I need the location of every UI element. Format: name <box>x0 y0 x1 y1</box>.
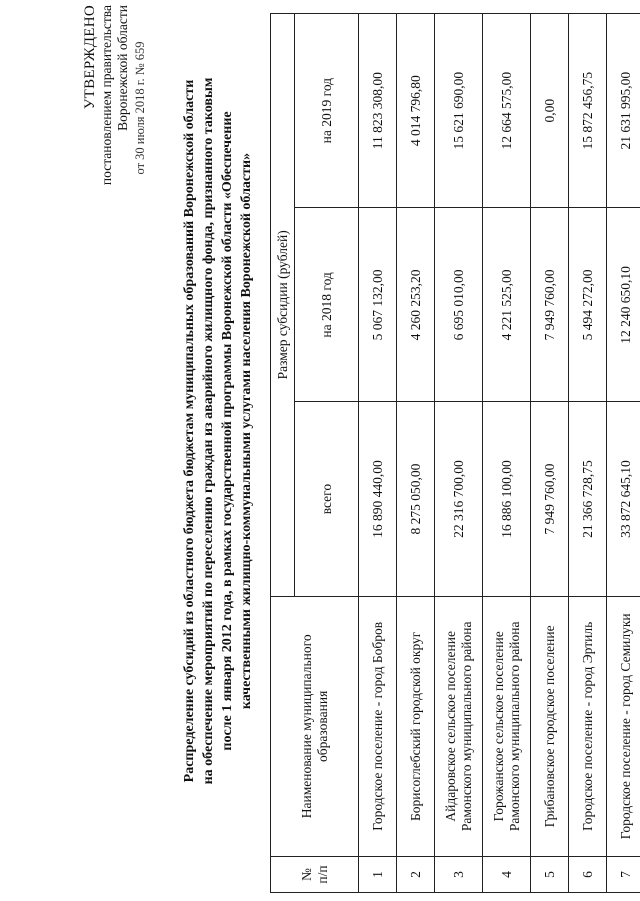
table-row <box>435 14 483 893</box>
cell-num: 4 <box>483 856 531 892</box>
cell-2019: 12 664 575,00 <box>483 14 531 208</box>
cell-2018: 6 695 010,00 <box>435 208 483 402</box>
cell-2018: 7 949 760,00 <box>531 208 569 402</box>
cell-total: 21 366 728,75 <box>569 402 607 596</box>
title-line-4: качественными жилищно-коммунальными услугами населения Воронежской области» <box>239 152 254 710</box>
cell-name: Городское поселение - город Семилуки <box>607 596 640 856</box>
cell-total: 16 886 100,00 <box>483 402 531 596</box>
cell-2018: 12 240 650,10 <box>607 208 640 402</box>
cell-2018: 5 494 272,00 <box>569 208 607 402</box>
title-line-2: на обеспечение мероприятий по переселению граждан из аварийного жилищного фонда, признанного таковым <box>201 77 216 785</box>
table-row <box>569 14 607 893</box>
approval-date: от 30 июля 2018 г. № 659 <box>132 41 147 175</box>
cell-name: Горожанское сельское поселение Рамонского муниципального района <box>483 596 531 856</box>
cell-name: Борисоглебский городской округ <box>397 596 435 856</box>
table-row <box>607 14 640 893</box>
approval-line-2: Воронежской области <box>115 5 130 131</box>
header-2019: на 2019 год <box>295 14 359 208</box>
cell-name: Айдаровское сельское поселение Рамонского муниципального района <box>435 596 483 856</box>
cell-2019: 0,00 <box>531 14 569 208</box>
header-name: Наименование муниципального образования <box>271 596 359 856</box>
header-group: Размер субсидии (рублей) <box>271 14 295 597</box>
cell-total: 22 316 700,00 <box>435 402 483 596</box>
cell-total: 7 949 760,00 <box>531 402 569 596</box>
cell-name: Грибановское городское поселение <box>531 596 569 856</box>
approval-heading: УТВЕРЖДЕНО <box>82 5 98 110</box>
approval-stamp <box>82 5 148 301</box>
cell-2019: 21 631 995,00 <box>607 14 640 208</box>
header-num: № п/п <box>271 856 359 892</box>
table-row <box>483 14 531 893</box>
subsidy-table <box>270 13 640 893</box>
approval-line-1: постановлением правительства <box>98 5 114 186</box>
title-line-3: после 1 января 2012 года, в рамках государственной программы Воронежской области «Обеспечение <box>220 111 235 751</box>
cell-total: 16 890 440,00 <box>359 402 397 596</box>
cell-num: 7 <box>607 856 640 892</box>
table-row <box>397 14 435 893</box>
header-2018: на 2018 год <box>295 208 359 402</box>
cell-2019: 15 621 690,00 <box>435 14 483 208</box>
title-line-1: Распределение субсидий из областного бюджета бюджетам муниципальных образований Воронежской области <box>182 79 197 783</box>
cell-num: 6 <box>569 856 607 892</box>
cell-2019: 15 872 456,75 <box>569 14 607 208</box>
cell-num: 5 <box>531 856 569 892</box>
table-header-row <box>271 14 295 893</box>
cell-num: 1 <box>359 856 397 892</box>
cell-num: 2 <box>397 856 435 892</box>
table-row <box>531 14 569 893</box>
document-title <box>180 21 256 841</box>
cell-2019: 11 823 308,00 <box>359 14 397 208</box>
cell-num: 3 <box>435 856 483 892</box>
cell-total: 8 275 050,00 <box>397 402 435 596</box>
cell-name: Городское поселение - город Бобров <box>359 596 397 856</box>
cell-2018: 4 221 525,00 <box>483 208 531 402</box>
cell-name: Городское поселение - город Эртиль <box>569 596 607 856</box>
cell-2018: 4 260 253,20 <box>397 208 435 402</box>
cell-2018: 5 067 132,00 <box>359 208 397 402</box>
cell-total: 33 872 645,10 <box>607 402 640 596</box>
table-row <box>359 14 397 893</box>
header-total: всего <box>295 402 359 596</box>
cell-2019: 4 014 796,80 <box>397 14 435 208</box>
